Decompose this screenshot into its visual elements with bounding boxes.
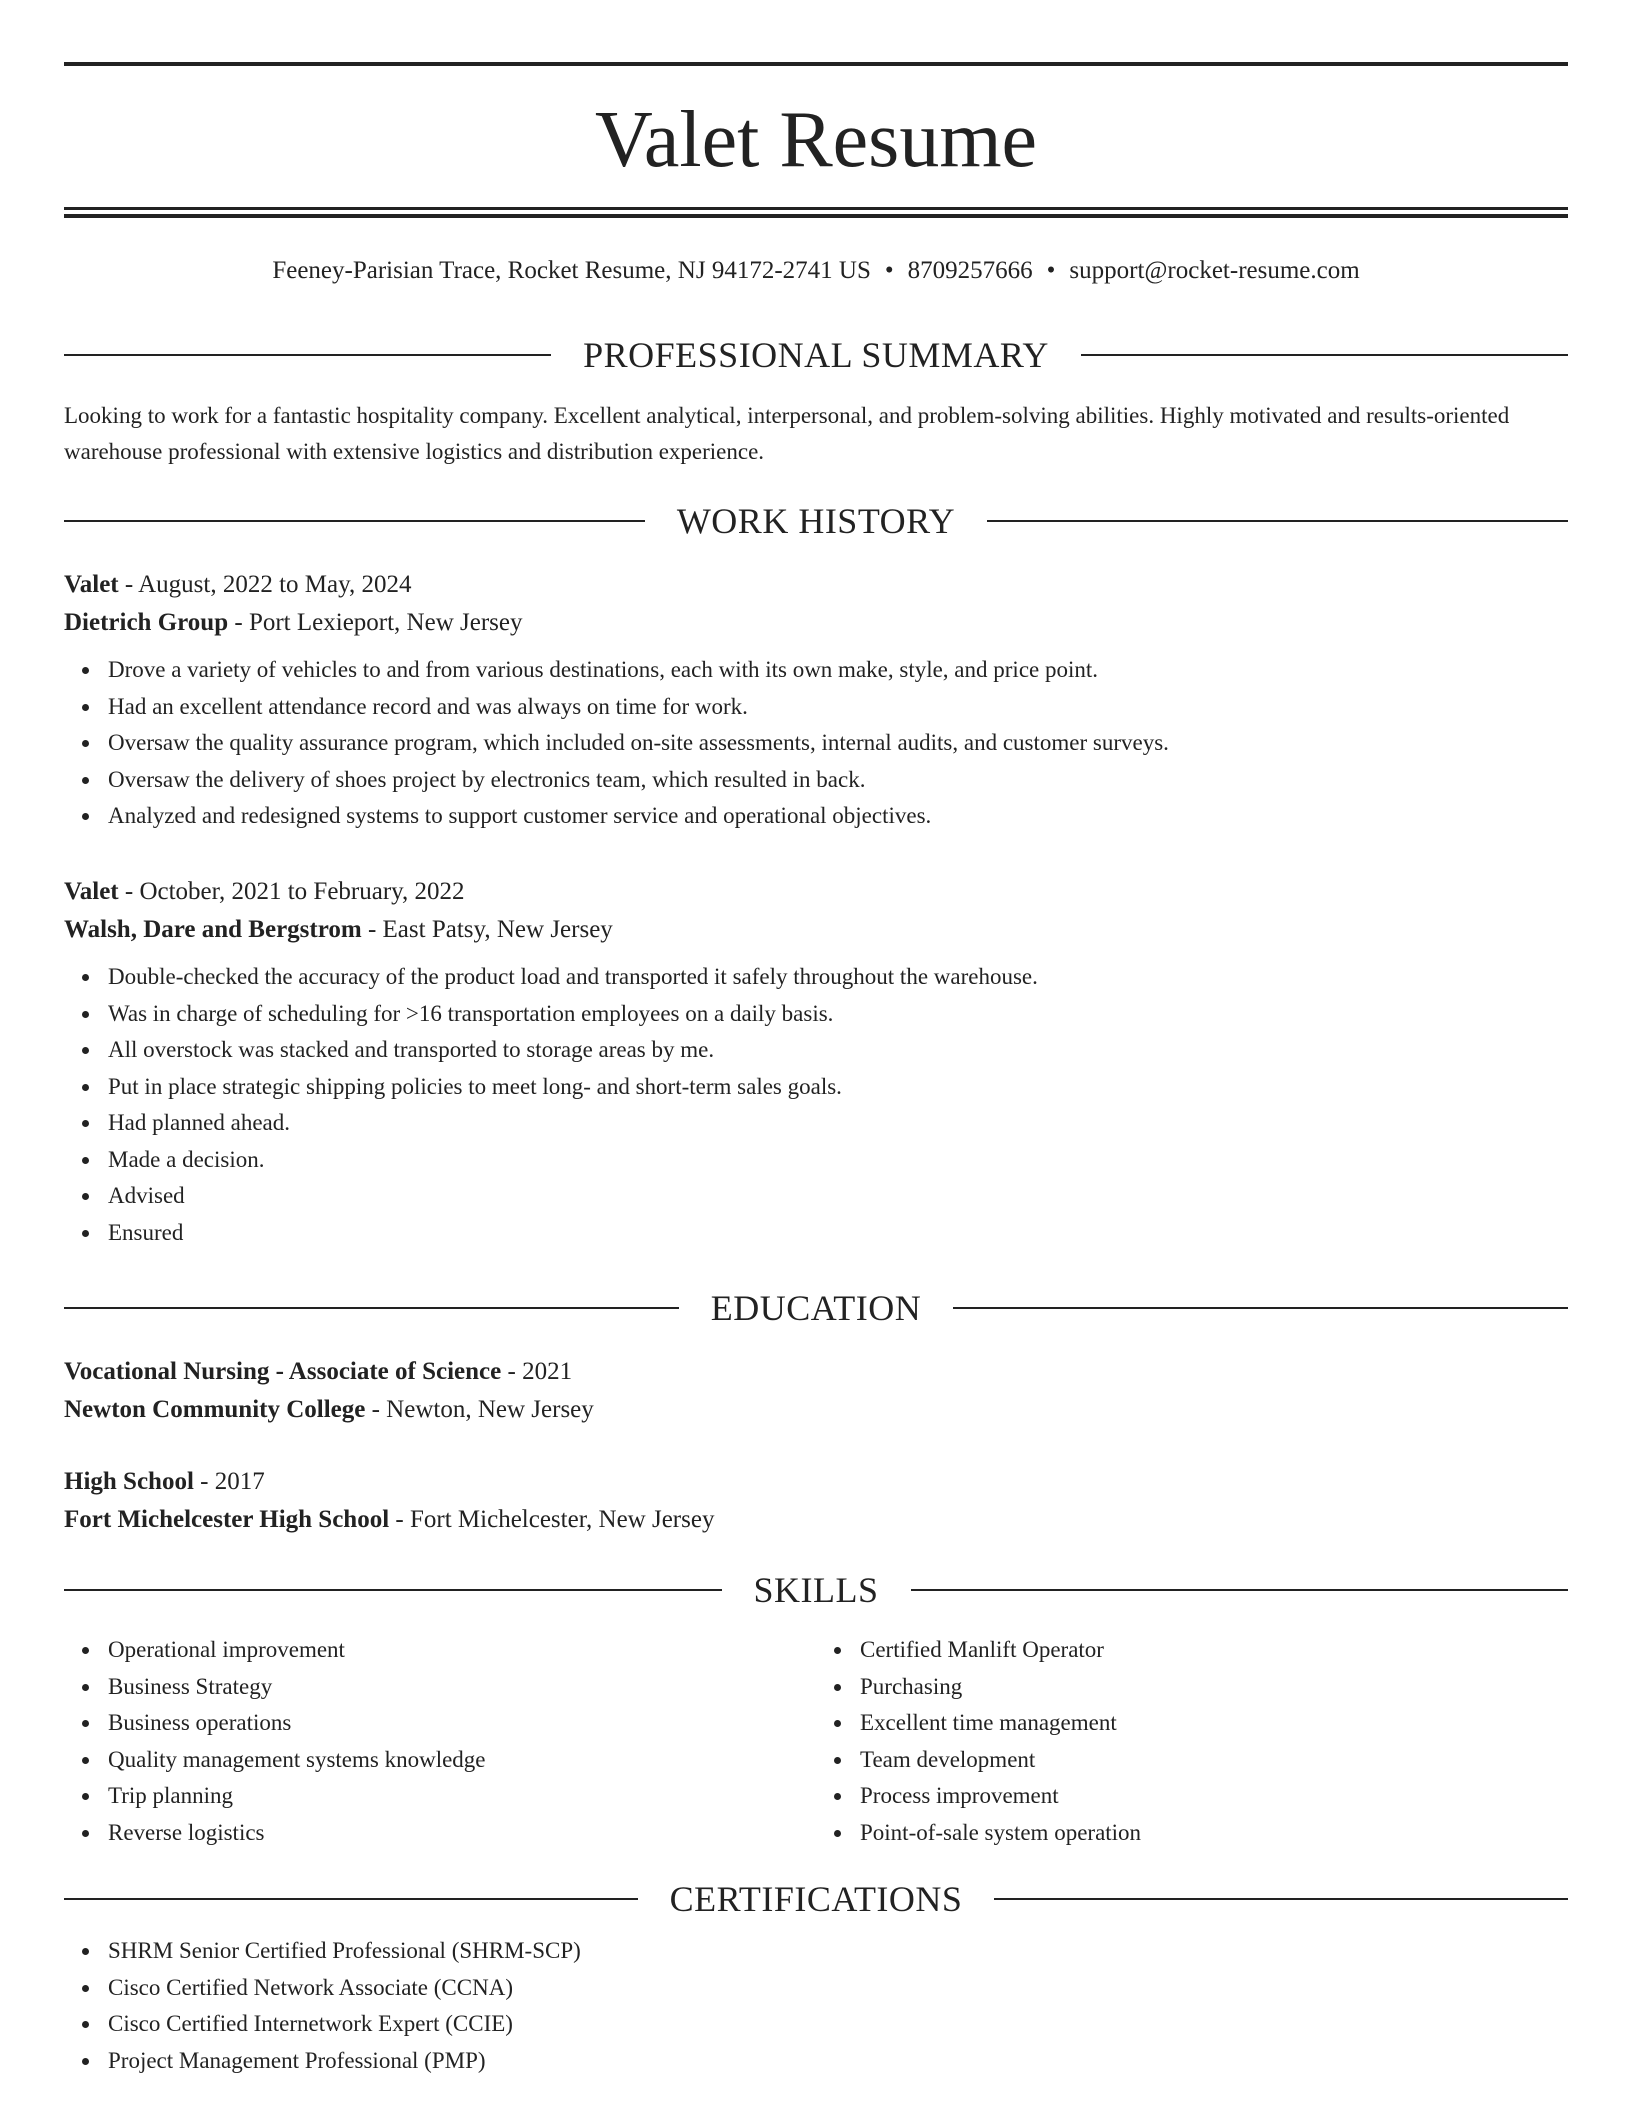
education-school-line xyxy=(64,1501,1568,1539)
list-item: Process improvement xyxy=(860,1778,1568,1815)
list-item: Cisco Certified Network Associate (CCNA) xyxy=(108,1970,1568,2007)
certifications-list xyxy=(64,1933,1568,2079)
job-bullets xyxy=(64,959,1568,1251)
contact-phone: 8709257666 xyxy=(907,257,1033,284)
section-title-certifications: CERTIFICATIONS xyxy=(669,1879,963,1919)
list-item: Analyzed and redesigned systems to support customer service and operational objectives. xyxy=(108,798,1568,835)
page-title: Valet Resume xyxy=(594,96,1038,184)
list-item: Oversaw the delivery of shoes project by electronics team, which resulted in back. xyxy=(108,762,1568,799)
section-rule-right xyxy=(953,1307,1568,1309)
job-location: - Port Lexieport, New Jersey xyxy=(228,609,523,636)
list-item: Had planned ahead. xyxy=(108,1105,1568,1142)
education-school: Fort Michelcester High School xyxy=(64,1506,390,1533)
list-item: Had an excellent attendance record and was always on time for work. xyxy=(108,689,1568,726)
job-dates: - October, 2021 to February, 2022 xyxy=(118,878,465,905)
education-degree-line xyxy=(64,1353,1568,1391)
list-item: Put in place strategic shipping policies to meet long- and short-term sales goals. xyxy=(108,1069,1568,1106)
job-bullets xyxy=(64,652,1568,835)
list-item: Made a decision. xyxy=(108,1142,1568,1179)
list-item: Excellent time management xyxy=(860,1705,1568,1742)
contact-address: Feeney-Parisian Trace, Rocket Resume, NJ 94172-2741 US xyxy=(272,257,871,284)
job-company: Walsh, Dare and Bergstrom xyxy=(64,916,362,943)
education-entry-1 xyxy=(64,1353,1568,1429)
education-location: - Newton, New Jersey xyxy=(365,1396,594,1423)
job-title: Valet xyxy=(64,571,119,598)
list-item: Quality management systems knowledge xyxy=(108,1742,816,1779)
job-company-line xyxy=(64,911,1568,949)
contact-email: support@rocket-resume.com xyxy=(1069,257,1360,284)
list-item: Cisco Certified Internetwork Expert (CCIE) xyxy=(108,2006,1568,2043)
job-entry-2 xyxy=(64,873,1568,1251)
section-header-education xyxy=(64,1288,1568,1328)
list-item: Operational improvement xyxy=(108,1632,816,1669)
list-item: Project Management Professional (PMP) xyxy=(108,2043,1568,2080)
contact-separator: • xyxy=(884,257,894,284)
section-rule-left xyxy=(64,520,645,522)
list-item: Purchasing xyxy=(860,1669,1568,1706)
job-entry-1 xyxy=(64,566,1568,835)
section-header-certifications xyxy=(64,1879,1568,1919)
list-item: Point-of-sale system operation xyxy=(860,1815,1568,1852)
top-divider xyxy=(64,62,1568,66)
skills-list-right xyxy=(816,1632,1568,1851)
list-item: Was in charge of scheduling for >16 transportation employees on a daily basis. xyxy=(108,996,1568,1033)
section-header-skills xyxy=(64,1570,1568,1610)
education-entry-2 xyxy=(64,1463,1568,1539)
job-company: Dietrich Group xyxy=(64,609,229,636)
job-title: Valet xyxy=(64,878,119,905)
section-header-summary xyxy=(64,335,1568,375)
list-item: Team development xyxy=(860,1742,1568,1779)
education-degree: Vocational Nursing - Associate of Science xyxy=(64,1358,502,1385)
skills-columns xyxy=(64,1632,1568,1851)
section-title-summary: PROFESSIONAL SUMMARY xyxy=(583,335,1049,375)
list-item: Reverse logistics xyxy=(108,1815,816,1852)
contact-separator: • xyxy=(1046,257,1056,284)
list-item: Business Strategy xyxy=(108,1669,816,1706)
list-item: Oversaw the quality assurance program, which included on-site assessments, internal audits, and customer surveys. xyxy=(108,725,1568,762)
job-company-line xyxy=(64,604,1568,642)
summary-text: Looking to work for a fantastic hospitality company. Excellent analytical, interpersonal, and problem-solving abilities. Highly motivated and results-oriented warehouse professional with extensive logistics and distribution experience. xyxy=(64,403,1510,464)
list-item: SHRM Senior Certified Professional (SHRM-SCP) xyxy=(108,1933,1568,1970)
list-item: Business operations xyxy=(108,1705,816,1742)
section-title-work: WORK HISTORY xyxy=(676,501,956,541)
list-item: Trip planning xyxy=(108,1778,816,1815)
list-item: Ensured xyxy=(108,1215,1568,1252)
job-location: - East Patsy, New Jersey xyxy=(361,916,613,943)
section-rule-left xyxy=(64,1898,638,1900)
list-item: All overstock was stacked and transported to storage areas by me. xyxy=(108,1032,1568,1069)
section-rule-right xyxy=(911,1589,1569,1591)
list-item: Advised xyxy=(108,1178,1568,1215)
list-item: Double-checked the accuracy of the product load and transported it safely throughout the warehouse. xyxy=(108,959,1568,996)
section-rule-left xyxy=(64,1307,679,1309)
education-location: - Fort Michelcester, New Jersey xyxy=(389,1506,715,1533)
job-title-line xyxy=(64,566,1568,604)
education-year: - 2017 xyxy=(193,1468,265,1495)
section-rule-right xyxy=(1081,354,1568,356)
section-rule-left xyxy=(64,1589,722,1591)
section-rule-left xyxy=(64,354,551,356)
section-rule-right xyxy=(987,520,1568,522)
list-item: Certified Manlift Operator xyxy=(860,1632,1568,1669)
list-item: Drove a variety of vehicles to and from various destinations, each with its own make, style, and price point. xyxy=(108,652,1568,689)
title-double-divider xyxy=(64,207,1568,218)
education-year: - 2021 xyxy=(501,1358,573,1385)
education-school: Newton Community College xyxy=(64,1396,366,1423)
section-title-skills: SKILLS xyxy=(753,1570,879,1610)
section-header-work xyxy=(64,501,1568,541)
section-rule-right xyxy=(994,1898,1568,1900)
skills-list-left xyxy=(64,1632,816,1851)
job-dates: - August, 2022 to May, 2024 xyxy=(118,571,412,598)
section-title-education: EDUCATION xyxy=(710,1288,922,1328)
certifications-block xyxy=(64,1933,1568,2079)
education-degree-line xyxy=(64,1463,1568,1501)
education-school-line xyxy=(64,1391,1568,1429)
education-degree: High School xyxy=(64,1468,194,1495)
job-title-line xyxy=(64,873,1568,911)
contact-line xyxy=(64,253,1568,289)
